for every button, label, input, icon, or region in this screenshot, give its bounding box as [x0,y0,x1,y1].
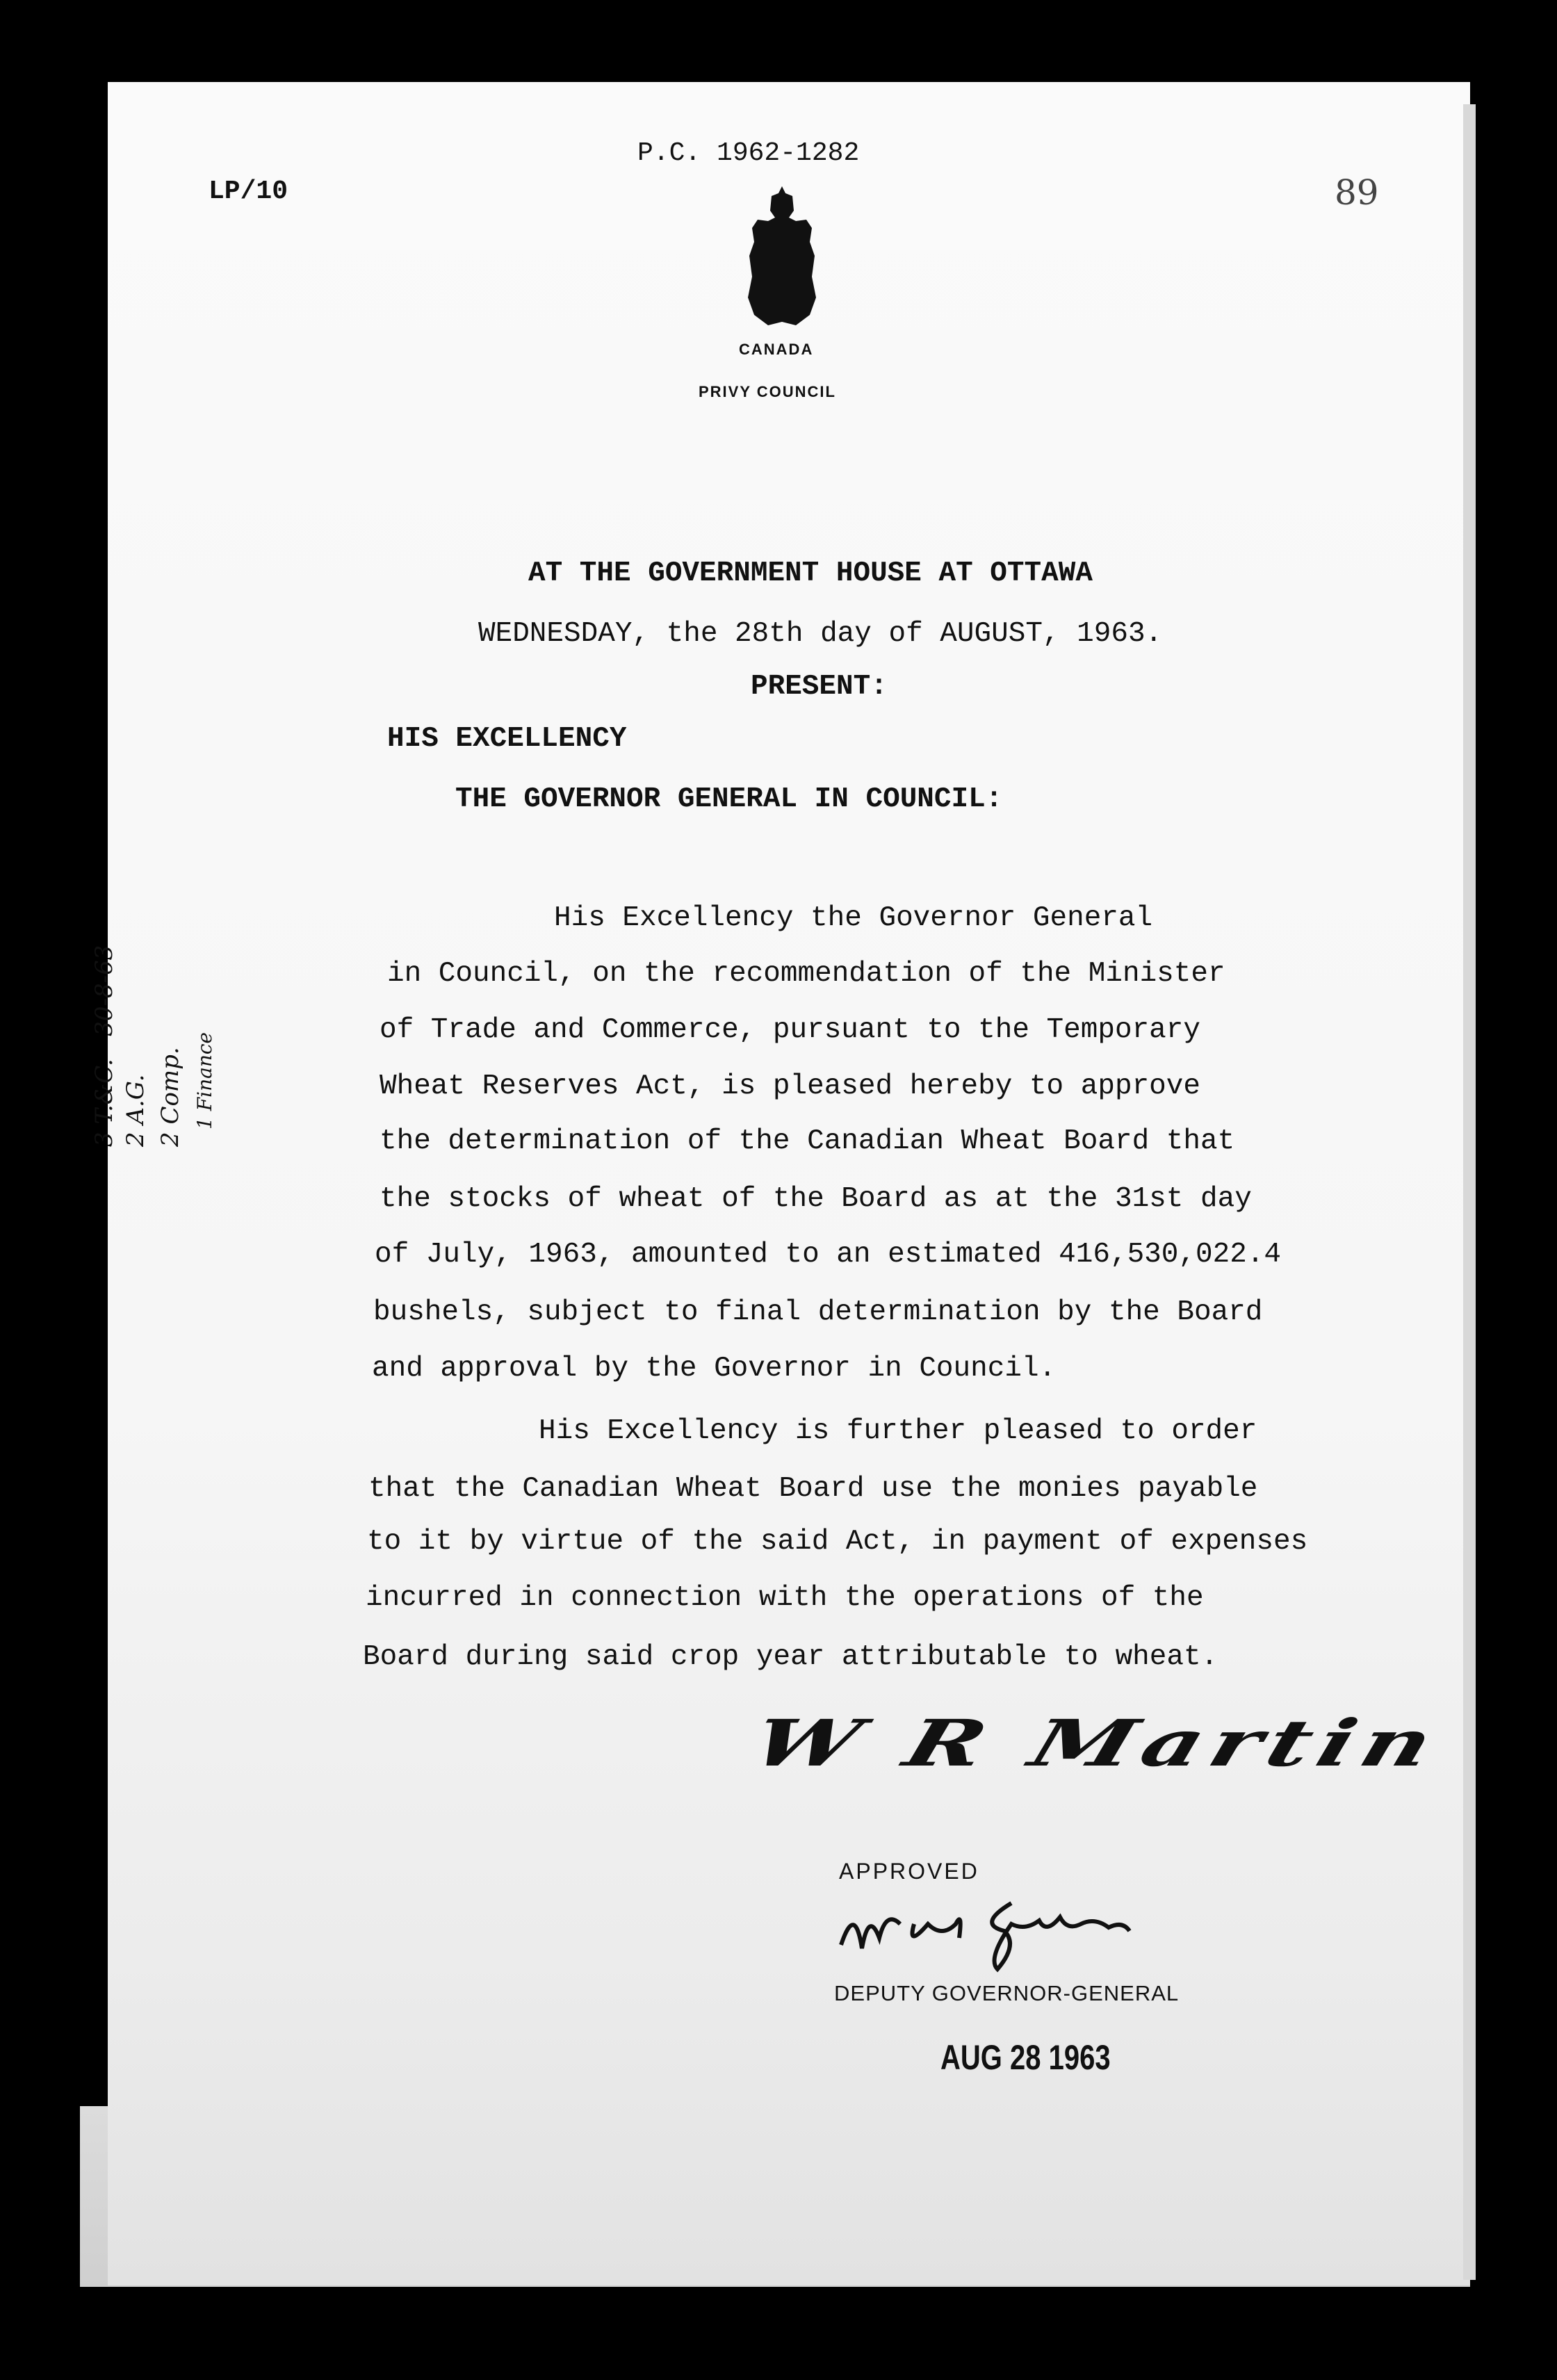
his-excellency: HIS EXCELLENCY [387,723,627,755]
date-stamp: AUG 28 1963 [940,2038,1111,2077]
body-line: incurred in connection with the operations of the [366,1582,1204,1614]
office-name: PRIVY COUNCIL [699,383,836,400]
page-number: 89 [1335,172,1379,213]
body-line: of Trade and Commerce, pursuant to the Temporary [380,1014,1200,1046]
body-line: Wheat Reserves Act, is pleased hereby to approve [380,1070,1200,1102]
file-reference: LP/10 [209,177,288,206]
governor-in-council: THE GOVERNOR GENERAL IN COUNCIL: [455,783,1003,815]
body-line: Board during said crop year attributable to wheat. [363,1641,1218,1673]
crest-caption: CANADA [739,341,814,358]
deputy-governor-signature [838,1896,1199,1973]
deputy-governor-title: DEPUTY GOVERNOR-GENERAL [834,1981,1180,2005]
body-line: bushels, subject to final determination by the Board [373,1296,1263,1328]
date-line: WEDNESDAY, the 28th day of AUGUST, 1963. [478,618,1163,650]
margin-note: 2 Comp. [156,1047,184,1147]
body-line: that the Canadian Wheat Board use the monies payable [368,1473,1258,1505]
margin-note: 1 Finance [193,1032,216,1130]
canada-coat-of-arms-icon [730,186,834,329]
body-line: His Excellency the Governor General [554,902,1153,934]
approved-label: APPROVED [839,1859,979,1884]
body-line: in Council, on the recommendation of the Minister [387,958,1225,990]
body-line: the stocks of wheat of the Board as at the 31st day [380,1183,1252,1215]
page-edge [1463,104,1476,2280]
body-line: of July, 1963, amounted to an estimated 416,530,022.4 [375,1239,1282,1271]
present-label: PRESENT: [751,671,888,703]
clerk-signature: W R Martin [743,1706,1450,1781]
body-line: His Excellency is further pleased to order [539,1415,1257,1447]
place-line: AT THE GOVERNMENT HOUSE AT OTTAWA [528,557,1093,589]
body-line: the determination of the Canadian Wheat Board that [380,1125,1235,1157]
body-line: and approval by the Governor in Council. [372,1353,1057,1385]
margin-note: 2 A.G. [122,1074,149,1147]
margin-note: 3 T.&C. 30-8-63 [90,945,118,1147]
body-line: to it by virtue of the said Act, in payment of expenses [367,1526,1308,1558]
order-number: P.C. 1962-1282 [637,138,860,168]
